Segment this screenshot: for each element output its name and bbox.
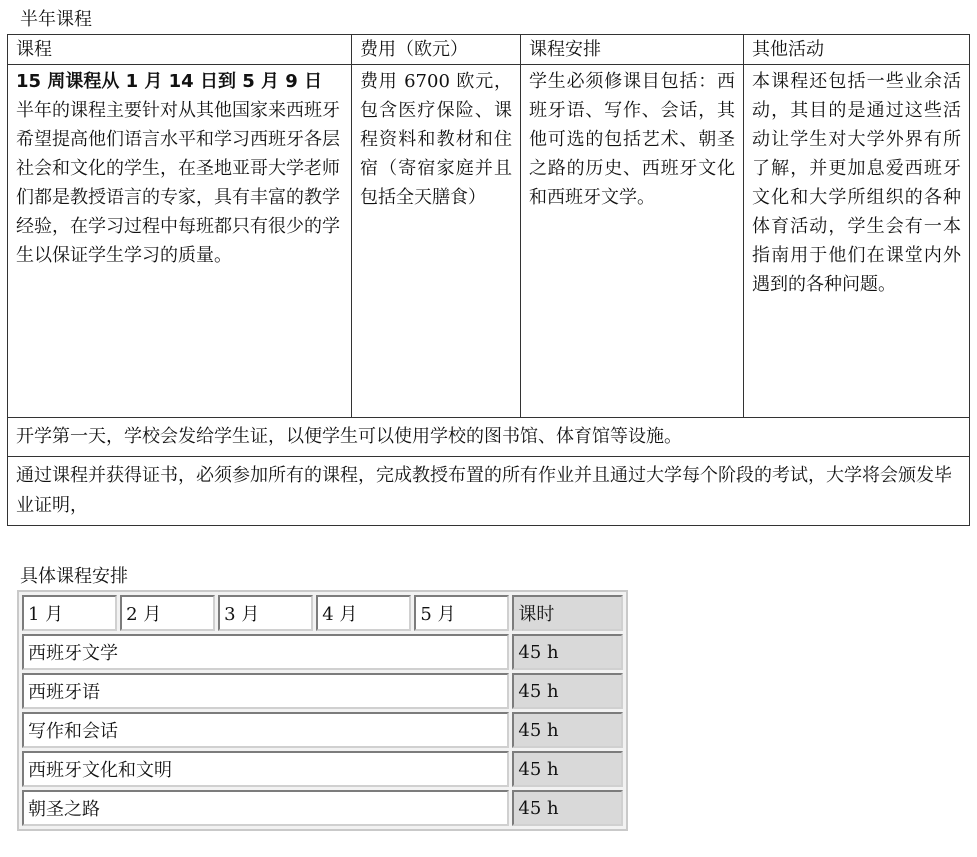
course-info-table <box>7 34 970 526</box>
course-hours: 45 h <box>512 712 623 748</box>
table-row <box>8 65 970 418</box>
table-row <box>22 673 623 709</box>
table-row <box>22 634 623 670</box>
course-name: 写作和会话 <box>22 712 509 748</box>
month-feb: 2 月 <box>120 595 215 631</box>
course-name: 朝圣之路 <box>22 790 509 826</box>
fee-cell: 费用 6700 欧元，包含医疗保险、课程资料和教材和住宿（寄宿家庭并且包括全天膳食） <box>352 65 521 418</box>
student-card-note-row <box>8 418 970 457</box>
table-header-row <box>8 35 970 65</box>
header-fee: 费用（欧元） <box>352 35 521 65</box>
header-course: 课程 <box>8 35 352 65</box>
month-may: 5 月 <box>414 595 509 631</box>
hours-header: 课时 <box>512 595 623 631</box>
month-mar: 3 月 <box>218 595 313 631</box>
course-hours: 45 h <box>512 751 623 787</box>
month-jan: 1 月 <box>22 595 117 631</box>
course-hours: 45 h <box>512 634 623 670</box>
student-card-note: 开学第一天，学校会发给学生证，以便学生可以使用学校的图书馆、体育馆等设施。 <box>8 418 970 457</box>
table-row <box>22 712 623 748</box>
table-row <box>22 751 623 787</box>
course-date-line: 15 周课程从 1 月 14 日到 5 月 9 日 <box>16 71 323 92</box>
course-cell <box>8 65 352 418</box>
course-hours: 45 h <box>512 673 623 709</box>
header-schedule: 课程安排 <box>521 35 744 65</box>
certificate-note-row <box>8 457 970 526</box>
section-title-schedule: 具体课程安排 <box>20 566 128 587</box>
certificate-note: 通过课程并获得证书，必须参加所有的课程，完成教授布置的所有作业并且通过大学每个阶段的考试，大学将会颁发毕业证明， <box>8 457 970 526</box>
header-activities: 其他活动 <box>744 35 970 65</box>
course-name: 西班牙语 <box>22 673 509 709</box>
section-title-half-year: 半年课程 <box>20 9 92 30</box>
table-row <box>22 790 623 826</box>
schedule-table <box>17 590 628 831</box>
schedule-cell: 学生必须修课目包括：西班牙语、写作、会话，其他可选的包括艺术、朝圣之路的历史、西班牙文化和西班牙文学。 <box>521 65 744 418</box>
course-description: 半年的课程主要针对从其他国家来西班牙希望提高他们语言水平和学习西班牙各层社会和文化的学生，在圣地亚哥大学老师们都是教授语言的专家，具有丰富的教学经验，在学习过程中每班都只有很少的学生以保证学生学习的质量。 <box>16 100 340 266</box>
course-hours: 45 h <box>512 790 623 826</box>
course-name: 西班牙文学 <box>22 634 509 670</box>
month-apr: 4 月 <box>316 595 411 631</box>
activities-cell: 本课程还包括一些业余活动，其目的是通过这些活动让学生对大学外界有所了解，并更加息爱西班牙文化和大学所组织的各种体育活动，学生会有一本指南用于他们在课堂内外遇到的各种问题。 <box>744 65 970 418</box>
schedule-header-row <box>22 595 623 631</box>
course-name: 西班牙文化和文明 <box>22 751 509 787</box>
